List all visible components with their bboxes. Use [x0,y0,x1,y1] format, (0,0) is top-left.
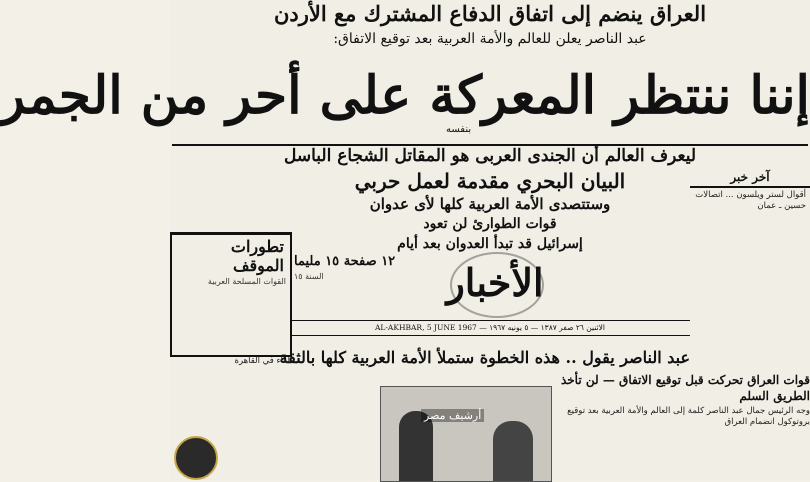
dateline: AL-AKHBAR, 5 JUNE 1967 — الاثنين ٢٦ صفر ١٣٨٧ — ٥ يونيه ١٩٦٧ [290,320,690,336]
subheadline-top: عبد الناصر يعلن للعالم والأمة العربية بعد توقيع الاتفاق: [333,31,647,47]
headline-3: ليعرف العالم أن الجندى العربى هو المقاتل الشجاع الباسل [283,146,697,166]
right-column-text: أقوال لستر ويلسون ... اتصالات حسين ـ عمان [695,190,806,211]
bottom-right-headline: قوات العراق تحركت قبل توقيع الاتفاق — لن تأخذ الطريق السلم [560,373,810,403]
left-column-box [170,232,292,357]
right-column-title: آخر خبر [690,168,810,188]
headline-top: العراق ينضم إلى اتفاق الدفاع المشترك مع الأردن [273,1,707,26]
center-line-4: إسرائيل قد تبدأ العدوان بعد أيام [397,236,583,252]
center-block [290,168,690,254]
bottom-right-text: وجه الرئيس جمال عبد الناصر كلمة إلى العالم والأمة العربية بعد توقيع بروتوكول انضمام العراق [567,406,810,427]
photo-figure-right [493,421,533,481]
left-column-title: تطورات الموقف [230,237,284,275]
issue-number: السنة ١٥ [294,272,324,281]
bottom-left-text: لقاء في القاهرة [234,356,290,366]
center-line-3: قوات الطوارئ لن تعود [423,216,557,232]
mega-headline: إننا ننتظر المعركة على أحر من الجمر [0,65,810,126]
headline-4: عبد الناصر يقول .. هذه الخطوة ستملأ الأمة العربية كلها بالثقة [279,348,690,367]
photo-watermark: أرشيف مصر [421,409,484,422]
masthead [290,248,690,320]
byline: بنفسه [446,124,472,135]
right-column [690,168,810,480]
news-photo [380,386,552,482]
left-column-text: القوات المسلحة العربية [207,277,286,286]
newspaper-logo: الأخبار [446,260,544,305]
price: ١٢ صفحة ١٥ مليما [294,254,396,269]
archive-seal-icon [174,436,218,480]
center-line-1: البيان البحري مقدمة لعمل حربي [354,169,626,193]
center-line-2: وستتصدى الأمة العربية كلها لأى عدوان [369,195,611,213]
